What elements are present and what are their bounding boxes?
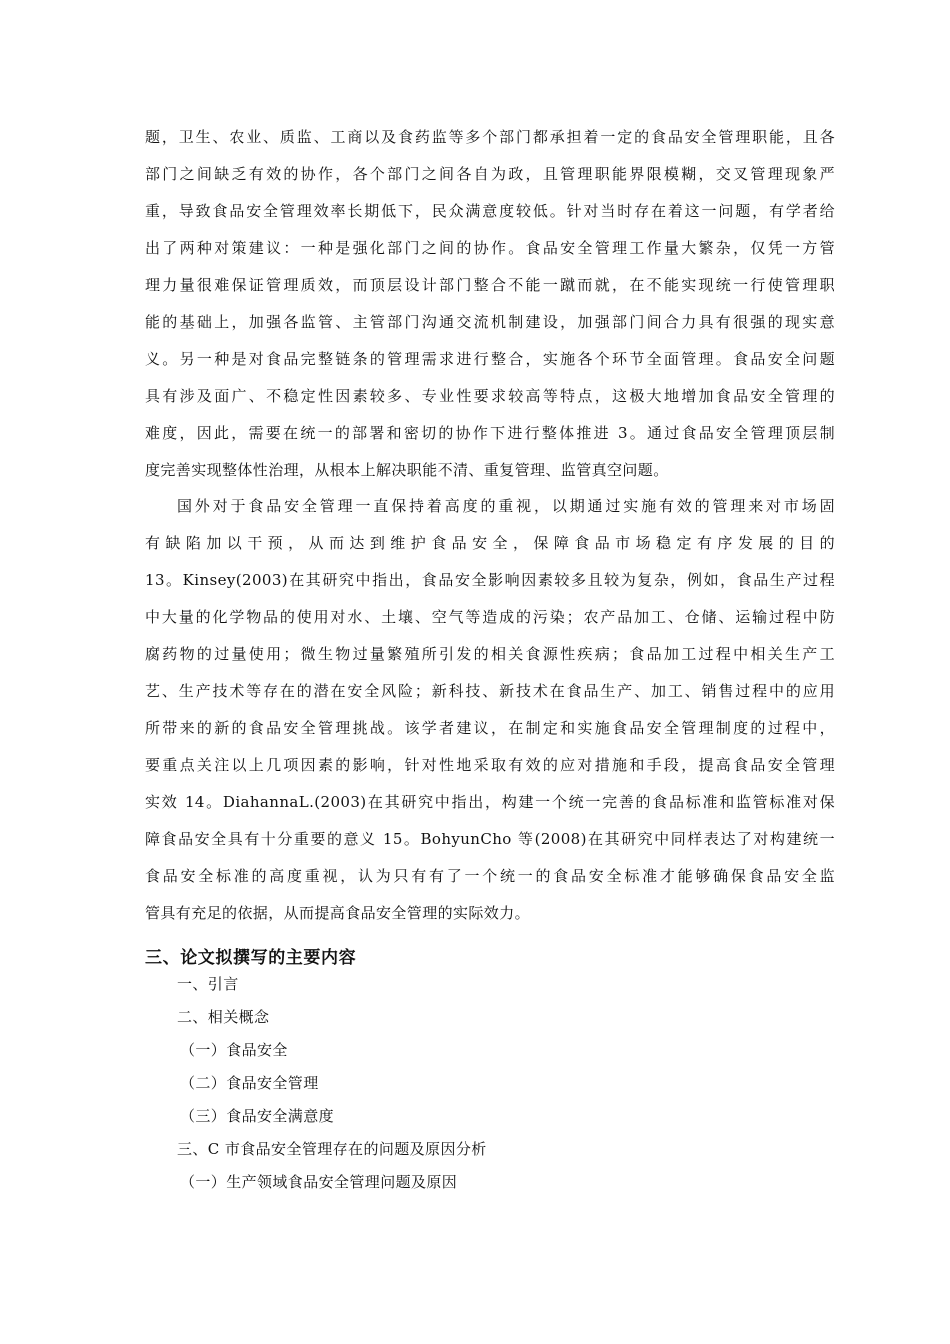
paragraph-1-line-1: 题，卫生、农业、质监、工商以及食药监等多个部门都承担着一定的食品安全管理职能，且各 bbox=[145, 128, 835, 146]
section-heading: 三、论文拟撰写的主要内容 bbox=[145, 948, 357, 968]
paragraph-2-line-9: 实效 14。DiahannaL.(2003)在其研究中指出，构建一个统一完善的食品标准和监管标准对保 bbox=[145, 793, 835, 811]
paragraph-2-line-4: 中大量的化学物品的使用对水、土壤、空气等造成的污染；农产品加工、仓储、运输过程中防 bbox=[145, 608, 835, 626]
outline-item-introduction: 一、引言 bbox=[177, 975, 239, 993]
paragraph-2-line-6: 艺、生产技术等存在的潜在安全风险；新科技、新技术在食品生产、加工、销售过程中的应用 bbox=[145, 682, 835, 700]
paragraph-2-line-1: 国外对于食品安全管理一直保持着高度的重视，以期通过实施有效的管理来对市场固 bbox=[177, 497, 835, 515]
outline-subitem-food-safety: （一）食品安全 bbox=[180, 1041, 288, 1059]
paragraph-1-line-2: 部门之间缺乏有效的协作，各个部门之间各自为政，且管理职能界限模糊，交叉管理现象严 bbox=[145, 165, 835, 183]
paragraph-1-line-3: 重，导致食品安全管理效率长期低下，民众满意度较低。针对当时存在着这一问题，有学者给 bbox=[145, 202, 835, 220]
paragraph-1-line-10: 度完善实现整体性治理，从根本上解决职能不清、重复管理、监管真空问题。 bbox=[145, 461, 669, 479]
paragraph-1-line-4: 出了两种对策建议：一种是强化部门之间的协作。食品安全管理工作量大繁杂，仅凭一方管 bbox=[145, 239, 835, 257]
outline-subitem-food-safety-satisfaction: （三）食品安全满意度 bbox=[180, 1107, 335, 1125]
outline-subitem-food-safety-management: （二）食品安全管理 bbox=[180, 1074, 319, 1092]
paragraph-2-line-8: 要重点关注以上几项因素的影响，针对性地采取有效的应对措施和手段，提高食品安全管理 bbox=[145, 756, 835, 774]
outline-item-concepts: 二、相关概念 bbox=[177, 1008, 270, 1026]
paragraph-1-line-9: 难度，因此，需要在统一的部署和密切的协作下进行整体推进 3。通过食品安全管理顶层制 bbox=[145, 424, 835, 442]
paragraph-2-line-7: 所带来的新的食品安全管理挑战。该学者建议，在制定和实施食品安全管理制度的过程中， bbox=[145, 719, 835, 737]
paragraph-2-line-3: 13。Kinsey(2003)在其研究中指出，食品安全影响因素较多且较为复杂，例如，食品生产过程 bbox=[145, 571, 835, 589]
paragraph-1-line-5: 理力量很难保证管理质效，而顶层设计部门整合不能一蹴而就，在不能实现统一行使管理职 bbox=[145, 276, 835, 294]
paragraph-1-line-6: 能的基础上，加强各监管、主管部门沟通交流机制建设，加强部门间合力具有很强的现实意 bbox=[145, 313, 835, 331]
paragraph-2-line-11: 食品安全标准的高度重视，认为只有有了一个统一的食品安全标准才能够确保食品安全监 bbox=[145, 867, 835, 885]
paragraph-1-line-7: 义。另一种是对食品完整链条的管理需求进行整合，实施各个环节全面管理。食品安全问题 bbox=[145, 350, 835, 368]
paragraph-1-line-8: 具有涉及面广、不稳定性因素较多、专业性要求较高等特点，这极大地增加食品安全管理的 bbox=[145, 387, 835, 405]
paragraph-2-line-10: 障食品安全具有十分重要的意义 15。BohyunCho 等(2008)在其研究中同样表达了对构建统一 bbox=[145, 830, 835, 848]
paragraph-2-line-2: 有缺陷加以干预，从而达到维护食品安全，保障食品市场稳定有序发展的目的 bbox=[145, 534, 835, 552]
outline-subitem-production-problems: （一）生产领域食品安全管理问题及原因 bbox=[180, 1173, 458, 1191]
paragraph-2-line-12: 管具有充足的依据，从而提高食品安全管理的实际效力。 bbox=[145, 904, 531, 922]
paragraph-2-line-5: 腐药物的过量使用；微生物过量繁殖所引发的相关食源性疾病；食品加工过程中相关生产工 bbox=[145, 645, 835, 663]
outline-item-problems-analysis: 三、C 市食品安全管理存在的问题及原因分析 bbox=[177, 1140, 487, 1158]
